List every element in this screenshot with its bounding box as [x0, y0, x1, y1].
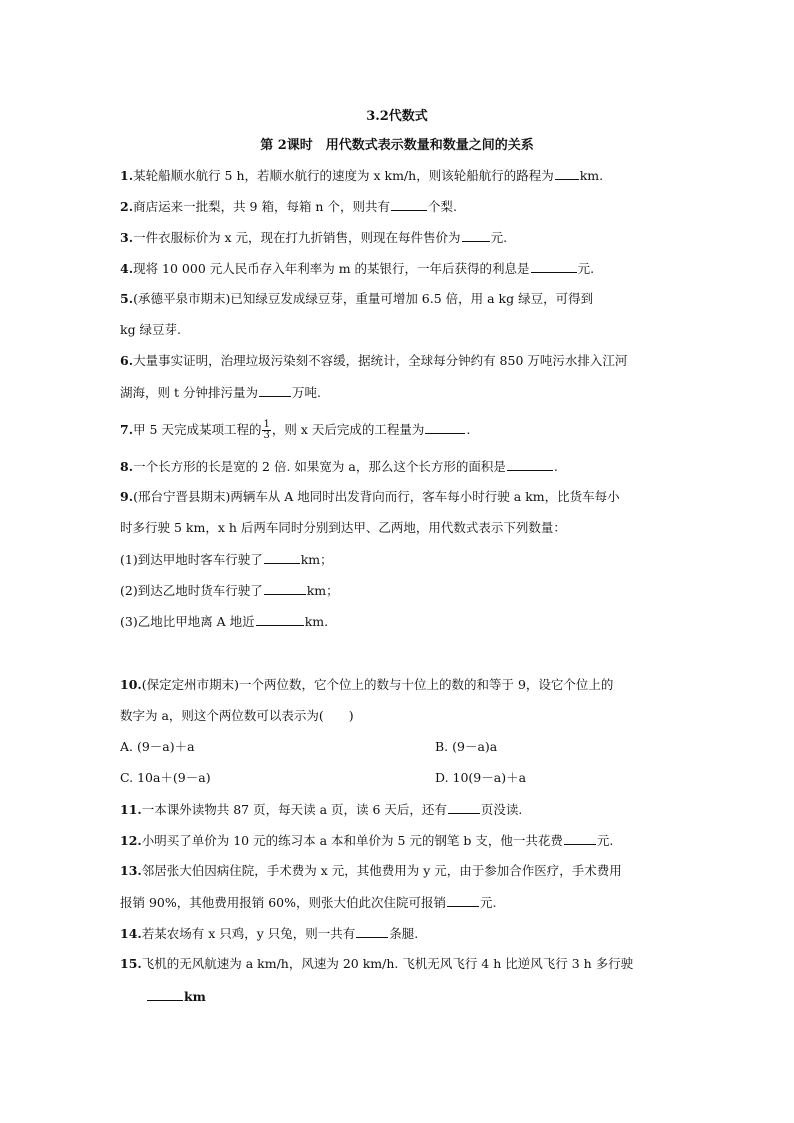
question-15-line2: km [146, 988, 206, 1005]
question-9: 9.(邢台宁晋县期末)两辆车从 A 地同时出发背向而行，客车每小时行驶 a km，比货车每小 [120, 489, 620, 504]
answer-blank[interactable] [448, 801, 480, 814]
option-c[interactable]: C. 10a＋(9－a) [120, 770, 211, 785]
option-b[interactable]: B. (9－a)a [435, 739, 498, 754]
question-7: 7.甲 5 天完成某项工程的 $\frac{1}{3}$ ，则 x 天后完成的工程量为 . [120, 419, 471, 441]
answer-blank[interactable] [425, 421, 465, 434]
section-title: 3.2代数式 [366, 109, 428, 124]
question-4: 4.现将 10 000 元人民币存入年利率为 m 的某银行，一年后获得的利息是 元. [120, 261, 595, 276]
question-12: 12.小明买了单价为 10 元的练习本 a 本和单价为 5 元的钢笔 b 支，他一共花费 元. [120, 833, 614, 848]
answer-blank[interactable] [462, 229, 490, 242]
question-9-part-2: (2)到达乙地时货车行驶了 km； [120, 583, 339, 598]
lesson-subtitle: 第 2课时 用代数式表示数量和数量之间的关系 [260, 138, 534, 153]
answer-blank[interactable] [147, 988, 183, 1001]
answer-blank[interactable] [555, 167, 579, 180]
question-15: 15.飞机的无风航速为 a km/h，风速为 20 km/h. 飞机无风飞行 4 h 比逆风飞行 3 h 多行驶 [120, 956, 634, 971]
answer-blank[interactable] [531, 260, 577, 273]
question-2: 2.商店运来一批梨，共 9 箱，每箱 n 个，则共有 个梨. [120, 199, 457, 214]
question-10-line2: 数字为 a，则这个两位数可以表示为( ) [120, 708, 354, 723]
question-1: 1.某轮船顺水航行 5 h，若顺水航行的速度为 x km/h，则该轮船航行的路程为 km. [120, 168, 604, 183]
question-14: 14.若某农场有 x 只鸡，y 只兔，则一共有 条腿. [120, 926, 419, 941]
question-9-line2: 时多行驶 5 km，x h 后两车同时分别到达甲、乙两地，用代数式表示下列数量： [120, 520, 566, 535]
answer-blank[interactable] [564, 832, 596, 845]
answer-blank[interactable] [264, 582, 306, 595]
answer-blank[interactable] [507, 458, 553, 471]
answer-blank[interactable] [259, 384, 291, 397]
question-5-line2: kg 绿豆芽. [120, 322, 182, 337]
answer-blank[interactable] [391, 198, 427, 211]
question-9-part-1: (1)到达甲地时客车行驶了 km； [120, 552, 333, 567]
answer-blank[interactable] [356, 925, 388, 938]
question-5: 5.(承德平泉市期末)已知绿豆发成绿豆芽，重量可增加 6.5 倍，用 a kg 绿豆，可得到 [120, 291, 594, 306]
question-11: 11.一本课外读物共 87 页，每天读 a 页，读 6 天后，还有 页没读. [120, 802, 523, 817]
option-a[interactable]: A. (9－a)＋a [120, 739, 195, 754]
question-13-line2: 报销 90%，其他费用报销 60%，则张大伯此次住院可报销 元. [120, 895, 497, 910]
answer-blank[interactable] [447, 894, 479, 907]
fraction: $\frac{1}{3}$ [263, 419, 270, 441]
question-3: 3.一件衣服标价为 x 元，现在打九折销售，则现在每件售价为 元. [120, 230, 508, 245]
option-d[interactable]: D. 10(9－a)＋a [435, 770, 527, 785]
question-6-line2: 湖海，则 t 分钟排污量为 万吨. [120, 385, 321, 400]
question-10: 10.(保定定州市期末)一个两位数，它个位上的数与十位上的数的和等于 9，设它个位上的 [120, 677, 614, 692]
question-9-part-3: (3)乙地比甲地离 A 地近 km. [120, 614, 329, 629]
question-6: 6.大量事实证明，治理垃圾污染刻不容缓，据统计，全球每分钟约有 850 万吨污水排入江河 [120, 353, 628, 368]
question-8: 8.一个长方形的长是宽的 2 倍. 如果宽为 a，那么这个长方形的面积是 . [120, 459, 558, 474]
answer-blank[interactable] [264, 551, 300, 564]
answer-blank[interactable] [256, 613, 304, 626]
question-13: 13.邻居张大伯因病住院，手术费为 x 元，其他费用为 y 元，由于参加合作医疗，手术费用 [120, 863, 622, 878]
